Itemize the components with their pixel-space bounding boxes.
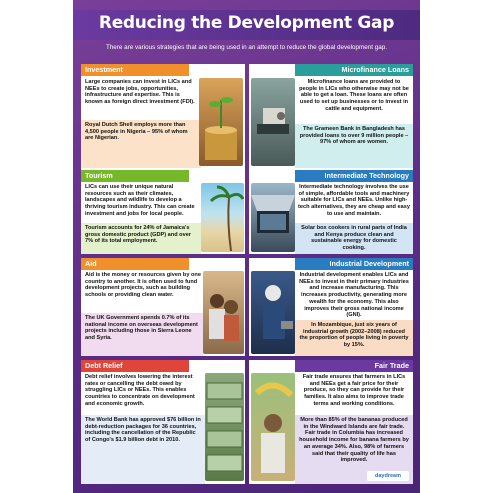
coins-plant-icon (199, 78, 243, 166)
panel-heading: Investment (81, 64, 189, 76)
sewing-machine-icon (251, 78, 295, 166)
panel-text (298, 374, 410, 411)
factory-worker-image (251, 271, 295, 354)
panel-fact-box (81, 120, 201, 168)
panel-aid (81, 258, 245, 356)
children-icon (203, 271, 244, 354)
panel-fact-box (295, 124, 413, 168)
palm-tree-icon (201, 183, 244, 252)
children-image (203, 271, 244, 354)
panel-fact-box (81, 313, 203, 356)
panel-fact: The World Bank has approved $76 billion in debt-reduction packages for 36 countries, including the cancellation of the Republic of Congo's $1.9 billion debt in 2010. (85, 417, 201, 444)
panel-fair-trade (249, 360, 413, 484)
sewing-image (251, 78, 295, 166)
panel-text (298, 184, 410, 221)
poster (73, 0, 420, 493)
banknotes-image (205, 373, 244, 481)
panel-body: Debt relief involves lowering the interest rates or cancelling the debt owed by struggling LICs or NEEs. This enables countries to concentrate on development and economic growth. (85, 374, 195, 407)
panel-heading: Intermediate Technology (295, 170, 413, 182)
page-title: Reducing the Development Gap (98, 13, 395, 33)
panel-tourism (81, 170, 245, 254)
factory-worker-icon (251, 271, 295, 354)
panel-fact: Tourism accounts for 24% of Jamaica's gross domestic product (GDP) and over 7% of its total employment. (85, 225, 191, 245)
panel-body: LICs can use their unique natural resources such as their climates, landscapes and wildlife to develop a thriving tourism industry. This can create investment and jobs for local people. (85, 184, 195, 217)
coins-image (199, 78, 243, 166)
solar-cooker-image (251, 183, 295, 252)
banana-farmer-image (251, 373, 295, 481)
panel-fact: The UK Government spends 0.7% of its national income on overseas development projects including those in Sierra Leone and Syria. (85, 315, 198, 342)
panel-fact: Solar box cookers in rural parts of India and Kenya produce clean and sustainable energy for domestic cooking. (301, 225, 407, 252)
panel-body: Fair trade ensures that farmers in LICs and NEEs get a fair price for their produce, so they can provide for their families. It also aims to improve trade terms and working conditions. (302, 374, 406, 407)
daydream-logo: daydream (367, 471, 409, 481)
panel-heading: Industrial Development (295, 258, 413, 270)
panel-fact-box (295, 320, 413, 356)
panel-fact-box (81, 415, 205, 484)
panel-fact-box (295, 223, 413, 254)
solar-cooker-icon (251, 183, 295, 252)
panel-text (298, 272, 410, 322)
banknotes-icon (205, 373, 244, 481)
panel-heading: Aid (81, 258, 189, 270)
panel-industrial-development (249, 258, 413, 356)
panel-text (85, 374, 203, 411)
panel-heading: Fair Trade (295, 360, 413, 372)
beach-image (201, 183, 244, 252)
panel-fact: In Mozambique, just six years of industrial growth (2002–2008) reduced the proportion of people living in poverty by 15%. (299, 322, 409, 349)
panel-body: Intermediate technology involves the use of simple, affordable tools and machinery suitable for LICs and NEEs. Unlike high-tech alternatives, they are cheap and easy to use and maintain. (298, 184, 410, 217)
panel-microfinance (249, 64, 413, 170)
panel-fact: More than 85% of the bananas produced in the Windward Islands are fair trade. Fair trade in Columbia has increased household income for banana farmers by an average 34%. Also, 98% of farmers said that their quality of life has improved. (299, 417, 409, 464)
panel-body: Aid is the money or resources given by one country to another. It is often used to fund development projects, such as building schools or providing clean water. (85, 272, 201, 299)
panel-fact: Royal Dutch Shell employs more than 4,500 people in Nigeria – 95% of whom are Nigerian. (85, 122, 188, 142)
panel-body: Large companies can invest in LICs and NEEs to create jobs, opportunities, infrastructure and expertise. This is known as foreign direct investment (FDI). (85, 79, 195, 106)
panel-heading: Tourism (81, 170, 189, 182)
panel-fact-box (81, 223, 201, 254)
panel-investment (81, 64, 245, 170)
panel-heading: Debt Relief (81, 360, 189, 372)
panel-text (85, 272, 201, 302)
panel-intermediate-technology (249, 170, 413, 254)
panel-body: Industrial development enables LICs and NEEs to invest in their primary industries and increase manufacturing. This increases productivity, generating more wealth for the economy. This also improves their gross national income (GNI). (299, 272, 409, 319)
panel-text (85, 79, 197, 109)
banana-farmer-icon (251, 373, 295, 481)
panel-heading: Microfinance Loans (295, 64, 413, 76)
panel-fact: The Grameen Bank in Bangladesh has provided loans to over 9 million people – 97% of whom are women. (299, 126, 409, 146)
page-subtitle: There are various strategies that are being used in an attempt to reduce the global development gap. (105, 44, 388, 51)
panel-text (299, 79, 409, 116)
panel-text (85, 184, 199, 221)
panel-body: Microfinance loans are provided to people in LICs who otherwise may not be able to get a loan. These loans are often used to set up businesses or to invest in cattle and equipment. (299, 79, 409, 112)
panel-debt-relief (81, 360, 245, 484)
